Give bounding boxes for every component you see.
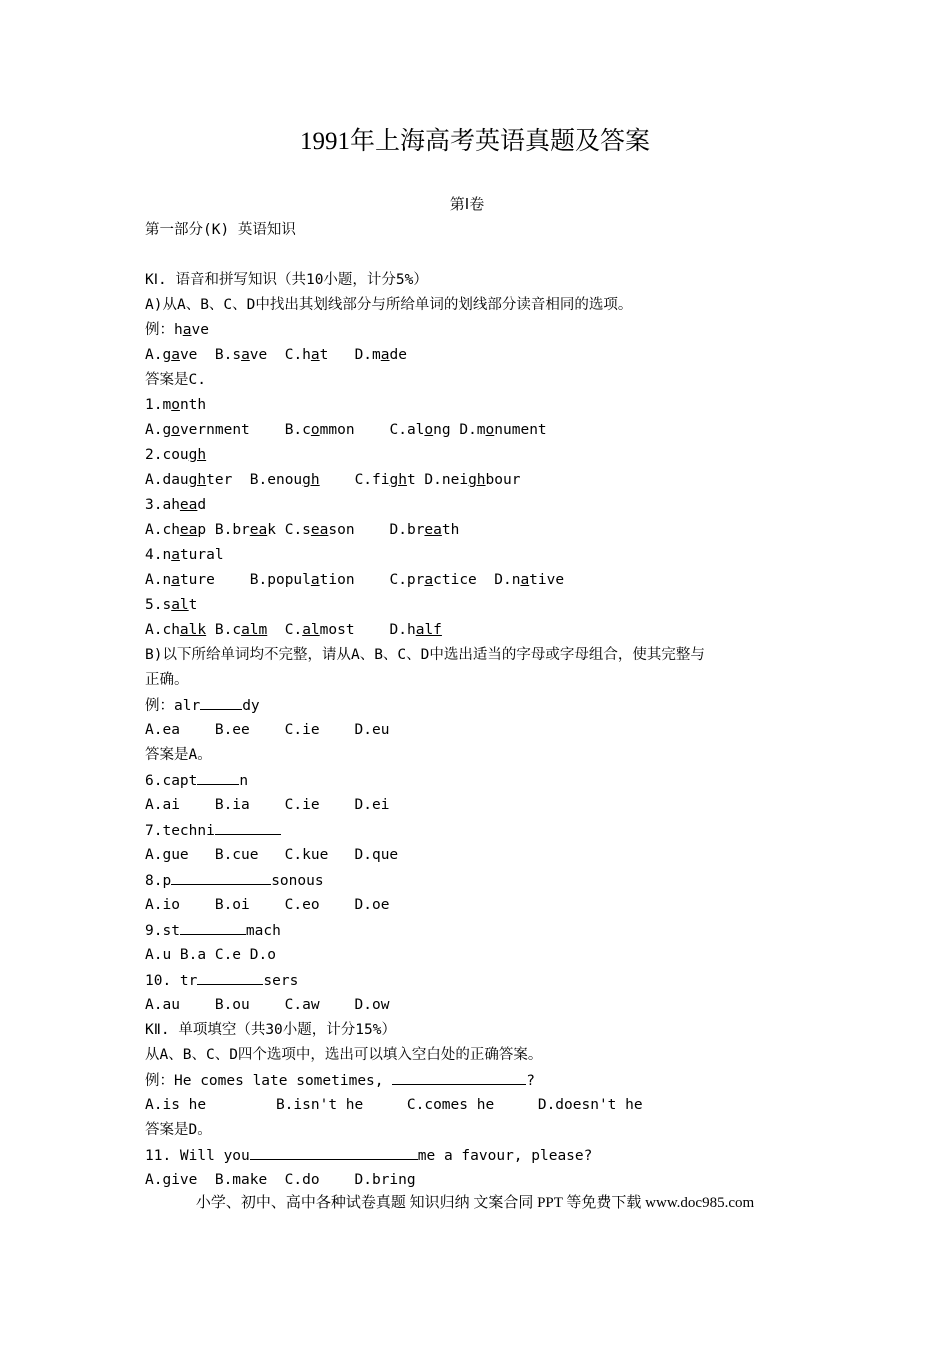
spelling-word: 7.techni: [145, 820, 281, 841]
question-11-options: A.give B.make C.do D.bring: [145, 1172, 416, 1188]
question-options: A.cheap B.break C.season D.breath: [145, 522, 460, 538]
section2-example-options: A.is he B.isn't he C.comes he D.doesn't he: [145, 1097, 643, 1113]
spelling-word: 10. tr sers: [145, 970, 298, 991]
question-word: 2.cough: [145, 447, 207, 463]
question-options: A.government B.common C.along D.monument: [145, 422, 547, 438]
section1-a-instruction: A)从A、B、C、D中找出其划线部分与所给单词的划线部分读音相同的选项。: [145, 297, 633, 313]
spelling-options: A.io B.oi C.eo D.oe: [145, 897, 390, 913]
section2-instruction: 从A、B、C、D四个选项中，选出可以填入空白处的正确答案。: [145, 1047, 543, 1063]
volume-heading: 第Ⅰ卷: [449, 195, 485, 213]
question-word: 4.natural: [145, 547, 224, 563]
question-options: A.chalk B.calm C.almost D.half: [145, 622, 442, 638]
question-word: 1.month: [145, 397, 207, 413]
b-example-answer: 答案是A。: [145, 747, 212, 763]
section2-example-answer: 答案是D。: [145, 1122, 212, 1138]
spelling-word: 6.capt n: [145, 770, 248, 791]
section2-example: 例：He comes late sometimes, ?: [145, 1070, 535, 1091]
b-example-options: A.ea B.ee C.ie D.eu: [145, 722, 390, 738]
example-options: A.gave B.save C.hat D.made: [145, 347, 407, 363]
page-footer: 小学、初中、高中各种试卷真题 知识归纳 文案合同 PPT 等免费下载 www.doc985.com: [195, 1195, 755, 1211]
question-options: A.nature B.population C.practice D.native: [145, 572, 565, 588]
spelling-options: A.ai B.ia C.ie D.ei: [145, 797, 390, 813]
spelling-options: A.gue B.cue C.kue D.que: [145, 847, 399, 863]
question-word: 3.ahead: [145, 497, 207, 513]
document-title: 1991年上海高考英语真题及答案: [299, 128, 650, 155]
question-word: 5.salt: [145, 597, 198, 613]
spelling-word: 8.p sonous: [145, 870, 324, 891]
section2-heading: KⅡ. 单项填空（共30小题，计分15%）: [145, 1022, 396, 1038]
question-11: 11. Will you me a favour, please?: [145, 1145, 592, 1166]
spelling-options: A.u B.a C.e D.o: [145, 947, 276, 963]
example-answer: 答案是C.: [145, 372, 206, 388]
spelling-word: 9.st mach: [145, 920, 281, 941]
section1-b-instruction: B)以下所给单词均不完整，请从A、B、C、D中选出适当的字母或字母组合，使其完整与: [145, 647, 705, 663]
example-word: 例：have: [145, 322, 209, 338]
b-example-word: 例：alr dy: [145, 695, 260, 716]
question-options: A.daughter B.enough C.fight D.neighbour: [145, 472, 521, 488]
part-heading: 第一部分(K) 英语知识: [145, 222, 296, 238]
spelling-options: A.au B.ou C.aw D.ow: [145, 997, 390, 1013]
section1-b-instruction-cont: 正确。: [145, 672, 189, 688]
section1-heading: KⅠ. 语音和拼写知识（共10小题，计分5%）: [145, 272, 428, 288]
